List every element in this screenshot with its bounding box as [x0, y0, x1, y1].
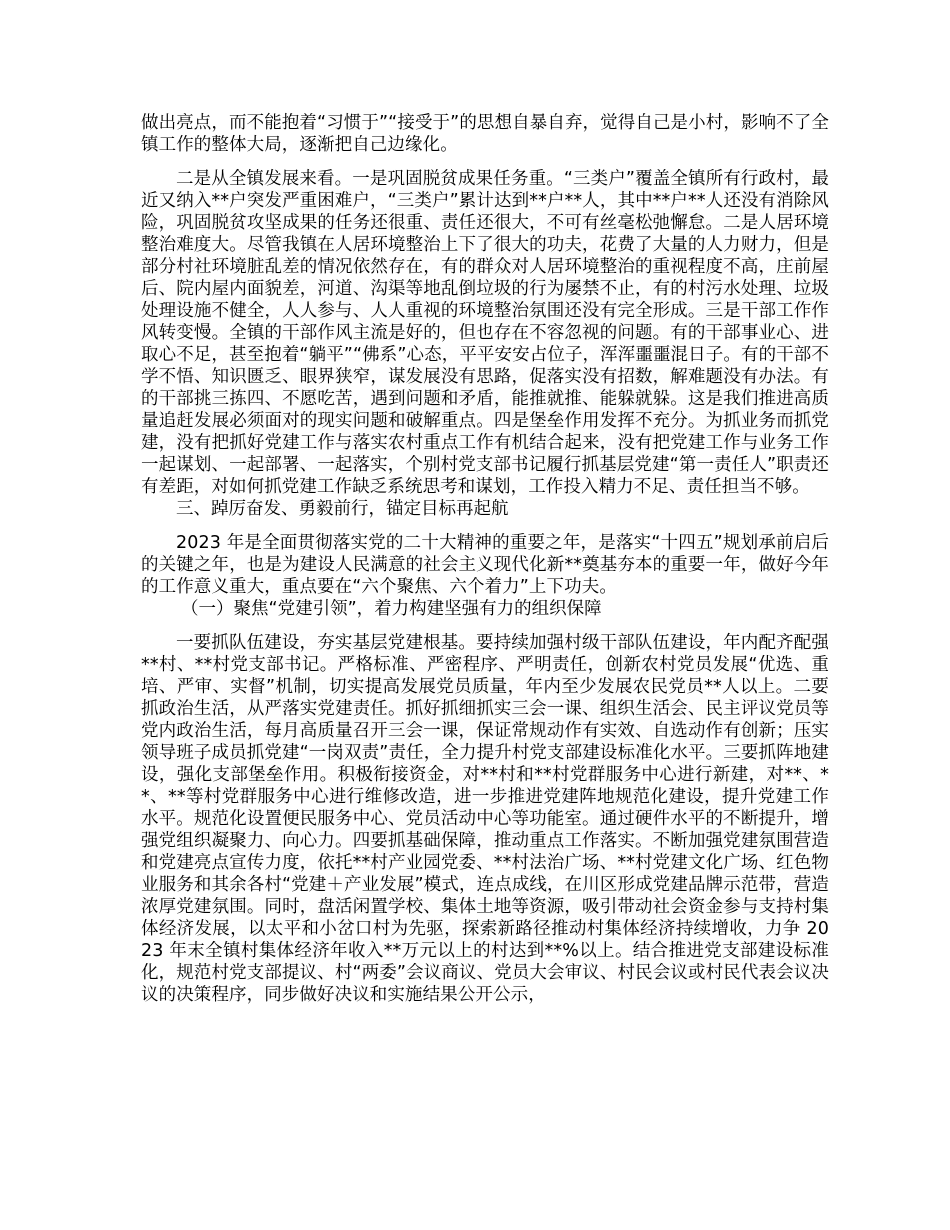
paragraph-2023-goals: 2023 年是全面贯彻落实党的二十大精神的重要之年，是落实“十四五”规划承前启后的关键之年，也是为建设人民满意的社会主义现代化新**奠基夯本的重要一年，做好今年的工作意义重大，重点要在“六个聚焦、六个着力”上下功夫。 — [141, 533, 829, 597]
paragraph-party-building: 一要抓队伍建设，夯实基层党建根基。要持续加强村级干部队伍建设，年内配齐配强**村、**村党支部书记。严格标准、严密程序、严明责任，创新农村党员发展“优选、重培、严审、实督”机制，切实提高发展党员质量，年内至少发展农民党员**人以上。二要抓政治生活，从严落实党建责任。抓好抓细抓实三会一课、组织生活会、民主评议党员等党内政治生活，每月高质量召开三会一课，保证常规动作有实效、自选动作有创新；压实领导班子成员抓党建“一岗双责”责任，全力提升村党支部建设标准化水平。三要抓阵地建设，强化支部堡垒作用。积极衔接资金，对**村和**村党群服务中心进行新建，对**、**、**等村党群服务中心进行维修改造，进一步推进党建阵地规范化建设，提升党建工作水平。规范化设置便民服务中心、党员活动中心等功能室。通过硬件水平的不断提升，增强党组织凝聚力、向心力。四要抓基础保障，推动重点工作落实。不断加强党建氛围营造和党建亮点宣传力度，依托**村产业园党委、**村法治广场、**村党建文化广场、红色物业服务和其余各村“党建＋产业发展”模式，连点成线，在川区形成党建品牌示范带，营造浓厚党建氛围。同时，盘活闲置学校、集体土地等资源，吸引带动社会资金参与支持村集体经济发展，以太平和小岔口村为先驱，探索新路径推动村集体经济持续增收，力争 2023 年末全镇村集体经济年收入**万元以上的村达到**%以上。结合推进党支部建设标准化，规范村党支部提议、村“两委”会议商议、党员大会审议、村民会议或村民代表会议决议的决策程序，同步做好决议和实施结果公开公示， — [141, 633, 829, 1005]
document-page — [141, 112, 829, 1006]
section-heading-three: 三、踔厉奋发、勇毅前行，锚定目标再起航 — [176, 499, 509, 519]
paragraph-town-development: 二是从全镇发展来看。一是巩固脱贫成果任务重。“三类户”覆盖全镇所有行政村，最近又纳入**户突发严重困难户，“三类户”累计达到**户**人，其中**户**人还没有消除风险，巩固脱贫攻坚成果的任务还很重、责任还很大，不可有丝毫松弛懈怠。二是人居环境整治难度大。尽管我镇在人居环境整治上下了很大的功夫，花费了大量的人力财力，但是部分村社环境脏乱差的情况依然存在，有的群众对人居环境整治的重视程度不高，庄前屋后、院内屋内面貌差，河道、沟渠等地乱倒垃圾的行为屡禁不止，有的村污水处理、垃圾处理设施不健全，人人参与、人人重视的环境整治氛围还没有完全形成。三是干部工作作风转变慢。全镇的干部作风主流是好的，但也存在不容忽视的问题。有的干部事业心、进取心不足，甚至抱着“躺平”“佛系”心态，平平安安占位子，浑浑噩噩混日子。有的干部不学不悟、知识匮乏、眼界狭窄，谋发展没有思路，促落实没有招数，解难题没有办法。有的干部挑三拣四、不愿吃苦，遇到问题和矛盾，能推就推、能躲就躲。这是我们推进高质量追赶发展必须面对的现实问题和破解重点。四是堡垒作用发挥不充分。为抓业务而抓党建，没有把抓好党建工作与落实农村重点工作有机结合起来，没有把党建工作与业务工作一起谋划、一起部署、一起落实，个别村党支部书记履行抓基层党建“第一责任人”职责还有差距，对如何抓党建工作缺乏系统思考和谋划，工作投入精力不足、责任担当不够。 — [141, 169, 829, 497]
subheading-party-leadership: （一）聚焦“党建引领”，着力构建坚强有力的组织保障 — [181, 599, 602, 619]
paragraph-continuation: 做出亮点，而不能抱着“习惯于”“接受于”的思想自暴自弃，觉得自己是小村，影响不了全镇工作的整体大局，逐渐把自己边缘化。 — [141, 113, 829, 155]
